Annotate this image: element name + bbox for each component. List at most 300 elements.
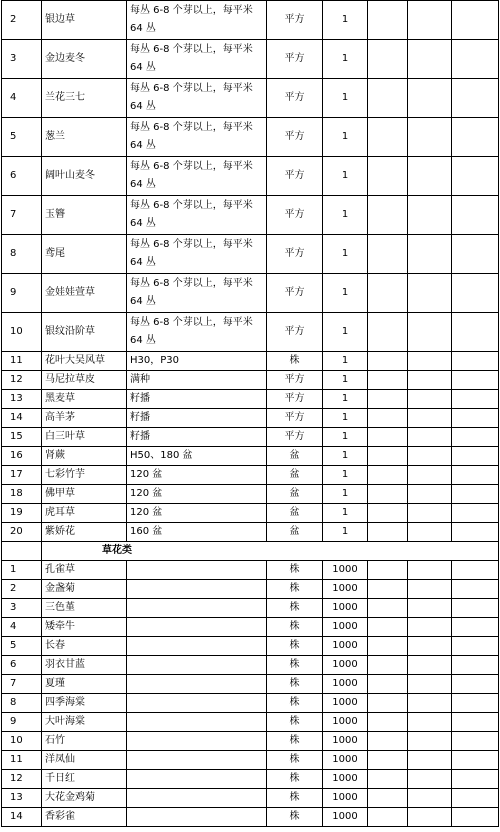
- empty-cell: [368, 274, 408, 313]
- unit-cell: 株: [267, 618, 323, 637]
- empty-cell: [452, 808, 499, 827]
- empty-cell: [368, 732, 408, 751]
- empty-cell: [408, 235, 452, 274]
- item-number-cell: 12: [2, 371, 42, 390]
- table-row: [2, 1, 499, 40]
- quantity-cell: 1: [323, 447, 368, 466]
- plant-name-cell: 金盏菊: [42, 580, 127, 599]
- empty-cell: [452, 466, 499, 485]
- table-row: [2, 313, 499, 352]
- item-number-cell: 16: [2, 447, 42, 466]
- quantity-cell: 1000: [323, 656, 368, 675]
- empty-cell: [452, 580, 499, 599]
- empty-cell: [408, 561, 452, 580]
- empty-cell: [368, 352, 408, 371]
- empty-cell: [368, 580, 408, 599]
- spec-cell: [127, 751, 267, 770]
- empty-cell: [408, 466, 452, 485]
- unit-cell: 株: [267, 808, 323, 827]
- spec-cell: 籽播: [127, 390, 267, 409]
- plant-name-cell: 大叶海棠: [42, 713, 127, 732]
- quantity-cell: 1000: [323, 637, 368, 656]
- empty-cell: [408, 118, 452, 157]
- spec-cell: [127, 770, 267, 789]
- quantity-cell: 1: [323, 371, 368, 390]
- unit-cell: 盆: [267, 485, 323, 504]
- unit-cell: 株: [267, 694, 323, 713]
- empty-cell: [452, 789, 499, 808]
- empty-cell: [408, 504, 452, 523]
- empty-cell: [368, 40, 408, 79]
- empty-cell: [408, 409, 452, 428]
- empty-cell: [408, 656, 452, 675]
- empty-cell: [368, 485, 408, 504]
- item-number-cell: 9: [2, 274, 42, 313]
- empty-cell: [368, 428, 408, 447]
- empty-cell: [368, 409, 408, 428]
- spec-cell: 每丛 6-8 个芽以上，每平米 64 丛: [127, 79, 267, 118]
- quantity-cell: 1000: [323, 675, 368, 694]
- unit-cell: 株: [267, 637, 323, 656]
- empty-cell: [452, 770, 499, 789]
- empty-cell: [368, 656, 408, 675]
- item-number-cell: 5: [2, 637, 42, 656]
- plant-list-table: [1, 0, 499, 827]
- spec-cell: 每丛 6-8 个芽以上，每平米 64 丛: [127, 1, 267, 40]
- quantity-cell: 1000: [323, 618, 368, 637]
- empty-cell: [408, 447, 452, 466]
- plant-name-cell: 葱兰: [42, 118, 127, 157]
- section-header-body: [2, 542, 499, 561]
- unit-cell: 平方: [267, 196, 323, 235]
- quantity-cell: 1000: [323, 713, 368, 732]
- empty-cell: [452, 274, 499, 313]
- spec-cell: [127, 580, 267, 599]
- empty-cell: [408, 40, 452, 79]
- empty-cell: [452, 352, 499, 371]
- item-number-cell: 10: [2, 732, 42, 751]
- empty-cell: [452, 675, 499, 694]
- empty-cell: [368, 1, 408, 40]
- spec-cell: 每丛 6-8 个芽以上，每平米 64 丛: [127, 196, 267, 235]
- unit-cell: 平方: [267, 390, 323, 409]
- empty-cell: [408, 352, 452, 371]
- quantity-cell: 1000: [323, 694, 368, 713]
- group2-body: [2, 561, 499, 827]
- item-number-cell: 2: [2, 580, 42, 599]
- spec-cell: H30，P30: [127, 352, 267, 371]
- table-row: [2, 118, 499, 157]
- empty-cell: [408, 485, 452, 504]
- unit-cell: 平方: [267, 118, 323, 157]
- empty-cell: [368, 523, 408, 542]
- spec-cell: [127, 732, 267, 751]
- unit-cell: 盆: [267, 504, 323, 523]
- section-title-cell: [42, 542, 499, 561]
- unit-cell: 平方: [267, 40, 323, 79]
- empty-cell: [408, 371, 452, 390]
- section-title: 草花类: [102, 545, 132, 556]
- empty-cell: [408, 694, 452, 713]
- quantity-cell: 1: [323, 485, 368, 504]
- unit-cell: 平方: [267, 157, 323, 196]
- empty-cell: [408, 637, 452, 656]
- empty-cell: [452, 485, 499, 504]
- table-row: [2, 466, 499, 485]
- unit-cell: 平方: [267, 371, 323, 390]
- plant-name-cell: 佛甲草: [42, 485, 127, 504]
- table-row: [2, 523, 499, 542]
- spec-cell: 每丛 6-8 个芽以上，每平米 64 丛: [127, 235, 267, 274]
- plant-name-cell: 虎耳草: [42, 504, 127, 523]
- spec-cell: 每丛 6-8 个芽以上，每平米 64 丛: [127, 157, 267, 196]
- quantity-cell: 1000: [323, 561, 368, 580]
- unit-cell: 平方: [267, 1, 323, 40]
- plant-name-cell: 千日红: [42, 770, 127, 789]
- empty-cell: [368, 79, 408, 118]
- unit-cell: 株: [267, 770, 323, 789]
- spec-cell: [127, 675, 267, 694]
- empty-cell: [368, 390, 408, 409]
- plant-name-cell: 长春: [42, 637, 127, 656]
- item-number-cell: 11: [2, 352, 42, 371]
- quantity-cell: 1: [323, 466, 368, 485]
- unit-cell: 平方: [267, 428, 323, 447]
- plant-name-cell: 金边麦冬: [42, 40, 127, 79]
- table-row: [2, 371, 499, 390]
- empty-cell: [452, 390, 499, 409]
- empty-cell: [368, 599, 408, 618]
- table-row: [2, 504, 499, 523]
- spec-cell: [127, 789, 267, 808]
- empty-cell: [452, 313, 499, 352]
- plant-name-cell: 羽衣甘蓝: [42, 656, 127, 675]
- empty-cell: [452, 1, 499, 40]
- empty-cell: [368, 637, 408, 656]
- empty-cell: [408, 732, 452, 751]
- plant-name-cell: 阔叶山麦冬: [42, 157, 127, 196]
- empty-cell: [408, 808, 452, 827]
- table-row: [2, 428, 499, 447]
- plant-name-cell: 兰花三七: [42, 79, 127, 118]
- unit-cell: 株: [267, 656, 323, 675]
- empty-cell: [452, 561, 499, 580]
- spec-cell: 每丛 6-8 个芽以上，每平米 64 丛: [127, 274, 267, 313]
- spec-cell: [127, 618, 267, 637]
- quantity-cell: 1: [323, 409, 368, 428]
- item-number-cell: 18: [2, 485, 42, 504]
- spec-cell: [127, 694, 267, 713]
- table-row: [2, 751, 499, 770]
- item-number-cell: 20: [2, 523, 42, 542]
- empty-cell: [452, 751, 499, 770]
- spec-cell: [127, 637, 267, 656]
- table-row: [2, 274, 499, 313]
- empty-cell: [408, 599, 452, 618]
- quantity-cell: 1000: [323, 808, 368, 827]
- empty-cell: [452, 196, 499, 235]
- empty-cell: [368, 713, 408, 732]
- table-row: [2, 675, 499, 694]
- empty-cell: [368, 235, 408, 274]
- empty-cell: [408, 770, 452, 789]
- spec-cell: H50、180 盆: [127, 447, 267, 466]
- empty-cell: [368, 751, 408, 770]
- item-number-cell: 14: [2, 409, 42, 428]
- empty-cell: [408, 580, 452, 599]
- plant-name-cell: 花叶大吴风草: [42, 352, 127, 371]
- empty-cell: [408, 313, 452, 352]
- empty-cell: [368, 504, 408, 523]
- quantity-cell: 1: [323, 79, 368, 118]
- unit-cell: 平方: [267, 409, 323, 428]
- table-row: [2, 599, 499, 618]
- table-row: [2, 618, 499, 637]
- table-row: [2, 485, 499, 504]
- table-row: [2, 561, 499, 580]
- plant-name-cell: 洋凤仙: [42, 751, 127, 770]
- unit-cell: 平方: [267, 313, 323, 352]
- empty-cell: [452, 713, 499, 732]
- plant-name-cell: 银纹沿阶草: [42, 313, 127, 352]
- quantity-cell: 1: [323, 428, 368, 447]
- quantity-cell: 1: [323, 352, 368, 371]
- table-row: [2, 447, 499, 466]
- quantity-cell: 1: [323, 313, 368, 352]
- empty-cell: [452, 618, 499, 637]
- section-no-cell: [2, 542, 42, 561]
- quantity-cell: 1: [323, 1, 368, 40]
- unit-cell: 株: [267, 751, 323, 770]
- empty-cell: [408, 675, 452, 694]
- table-row: [2, 235, 499, 274]
- empty-cell: [408, 751, 452, 770]
- empty-cell: [452, 637, 499, 656]
- item-number-cell: 14: [2, 808, 42, 827]
- quantity-cell: 1: [323, 157, 368, 196]
- table-row: [2, 79, 499, 118]
- table-row: [2, 770, 499, 789]
- empty-cell: [452, 599, 499, 618]
- plant-name-cell: 香彩雀: [42, 808, 127, 827]
- spec-cell: 满种: [127, 371, 267, 390]
- quantity-cell: 1000: [323, 789, 368, 808]
- spec-cell: 每丛 6-8 个芽以上，每平米 64 丛: [127, 313, 267, 352]
- item-number-cell: 13: [2, 390, 42, 409]
- quantity-cell: 1: [323, 118, 368, 157]
- empty-cell: [368, 694, 408, 713]
- plant-name-cell: 鸢尾: [42, 235, 127, 274]
- empty-cell: [408, 157, 452, 196]
- unit-cell: 株: [267, 713, 323, 732]
- plant-name-cell: 银边草: [42, 1, 127, 40]
- empty-cell: [452, 504, 499, 523]
- item-number-cell: 4: [2, 79, 42, 118]
- spec-cell: 每丛 6-8 个芽以上，每平米 64 丛: [127, 118, 267, 157]
- table-row: [2, 637, 499, 656]
- plant-name-cell: 石竹: [42, 732, 127, 751]
- empty-cell: [408, 713, 452, 732]
- spec-cell: 籽播: [127, 409, 267, 428]
- empty-cell: [368, 371, 408, 390]
- plant-name-cell: 金娃娃萱草: [42, 274, 127, 313]
- unit-cell: 平方: [267, 79, 323, 118]
- empty-cell: [408, 789, 452, 808]
- empty-cell: [368, 808, 408, 827]
- empty-cell: [452, 371, 499, 390]
- unit-cell: 平方: [267, 235, 323, 274]
- unit-cell: 株: [267, 732, 323, 751]
- group1-body: [2, 1, 499, 542]
- item-number-cell: 17: [2, 466, 42, 485]
- quantity-cell: 1: [323, 274, 368, 313]
- quantity-cell: 1: [323, 235, 368, 274]
- plant-name-cell: 矮牵牛: [42, 618, 127, 637]
- item-number-cell: 12: [2, 770, 42, 789]
- empty-cell: [368, 118, 408, 157]
- unit-cell: 平方: [267, 274, 323, 313]
- spec-cell: [127, 656, 267, 675]
- plant-name-cell: 高羊茅: [42, 409, 127, 428]
- spec-cell: [127, 561, 267, 580]
- table-row: [2, 352, 499, 371]
- item-number-cell: 15: [2, 428, 42, 447]
- plant-name-cell: 紫娇花: [42, 523, 127, 542]
- empty-cell: [452, 428, 499, 447]
- item-number-cell: 6: [2, 656, 42, 675]
- quantity-cell: 1000: [323, 732, 368, 751]
- spec-cell: 120 盆: [127, 485, 267, 504]
- empty-cell: [408, 274, 452, 313]
- table-row: [2, 713, 499, 732]
- empty-cell: [452, 235, 499, 274]
- spec-cell: 籽播: [127, 428, 267, 447]
- empty-cell: [408, 196, 452, 235]
- empty-cell: [408, 523, 452, 542]
- empty-cell: [452, 157, 499, 196]
- plant-name-cell: 孔雀草: [42, 561, 127, 580]
- table-row: [2, 694, 499, 713]
- quantity-cell: 1000: [323, 751, 368, 770]
- item-number-cell: 3: [2, 40, 42, 79]
- empty-cell: [452, 40, 499, 79]
- item-number-cell: 8: [2, 694, 42, 713]
- item-number-cell: 13: [2, 789, 42, 808]
- table-row: [2, 732, 499, 751]
- plant-name-cell: 四季海棠: [42, 694, 127, 713]
- spec-cell: [127, 713, 267, 732]
- spec-cell: 120 盆: [127, 466, 267, 485]
- plant-name-cell: 夏瑾: [42, 675, 127, 694]
- unit-cell: 株: [267, 675, 323, 694]
- table-row: [2, 40, 499, 79]
- section-header-row: [2, 542, 499, 561]
- plant-name-cell: 肾蕨: [42, 447, 127, 466]
- unit-cell: 株: [267, 580, 323, 599]
- table-row: [2, 390, 499, 409]
- unit-cell: 株: [267, 599, 323, 618]
- unit-cell: 盆: [267, 466, 323, 485]
- empty-cell: [368, 618, 408, 637]
- empty-cell: [408, 390, 452, 409]
- table-row: [2, 808, 499, 827]
- quantity-cell: 1: [323, 390, 368, 409]
- plant-name-cell: 白三叶草: [42, 428, 127, 447]
- quantity-cell: 1000: [323, 770, 368, 789]
- table-row: [2, 196, 499, 235]
- table-row: [2, 409, 499, 428]
- plant-name-cell: 玉簪: [42, 196, 127, 235]
- item-number-cell: 4: [2, 618, 42, 637]
- table-row: [2, 656, 499, 675]
- empty-cell: [452, 409, 499, 428]
- empty-cell: [408, 1, 452, 40]
- empty-cell: [408, 428, 452, 447]
- table-row: [2, 580, 499, 599]
- empty-cell: [452, 447, 499, 466]
- item-number-cell: 7: [2, 196, 42, 235]
- unit-cell: 株: [267, 352, 323, 371]
- quantity-cell: 1: [323, 504, 368, 523]
- item-number-cell: 10: [2, 313, 42, 352]
- unit-cell: 株: [267, 789, 323, 808]
- spec-cell: 160 盆: [127, 523, 267, 542]
- empty-cell: [452, 656, 499, 675]
- plant-name-cell: 大花金鸡菊: [42, 789, 127, 808]
- empty-cell: [452, 732, 499, 751]
- quantity-cell: 1000: [323, 580, 368, 599]
- unit-cell: 盆: [267, 447, 323, 466]
- quantity-cell: 1: [323, 40, 368, 79]
- spec-cell: [127, 599, 267, 618]
- empty-cell: [368, 770, 408, 789]
- item-number-cell: 8: [2, 235, 42, 274]
- empty-cell: [368, 561, 408, 580]
- table-row: [2, 157, 499, 196]
- empty-cell: [452, 523, 499, 542]
- spec-cell: [127, 808, 267, 827]
- spec-cell: 每丛 6-8 个芽以上，每平米 64 丛: [127, 40, 267, 79]
- plant-name-cell: 三色堇: [42, 599, 127, 618]
- item-number-cell: 6: [2, 157, 42, 196]
- quantity-cell: 1000: [323, 599, 368, 618]
- empty-cell: [408, 79, 452, 118]
- empty-cell: [368, 196, 408, 235]
- spec-cell: 120 盆: [127, 504, 267, 523]
- item-number-cell: 19: [2, 504, 42, 523]
- plant-name-cell: 黑麦草: [42, 390, 127, 409]
- empty-cell: [368, 447, 408, 466]
- quantity-cell: 1: [323, 523, 368, 542]
- empty-cell: [452, 694, 499, 713]
- empty-cell: [368, 313, 408, 352]
- item-number-cell: 3: [2, 599, 42, 618]
- item-number-cell: 5: [2, 118, 42, 157]
- empty-cell: [368, 675, 408, 694]
- empty-cell: [452, 79, 499, 118]
- item-number-cell: 2: [2, 1, 42, 40]
- item-number-cell: 7: [2, 675, 42, 694]
- empty-cell: [368, 157, 408, 196]
- item-number-cell: 1: [2, 561, 42, 580]
- unit-cell: 盆: [267, 523, 323, 542]
- quantity-cell: 1: [323, 196, 368, 235]
- empty-cell: [368, 789, 408, 808]
- unit-cell: 株: [267, 561, 323, 580]
- empty-cell: [408, 618, 452, 637]
- item-number-cell: 9: [2, 713, 42, 732]
- plant-name-cell: 马尼拉草皮: [42, 371, 127, 390]
